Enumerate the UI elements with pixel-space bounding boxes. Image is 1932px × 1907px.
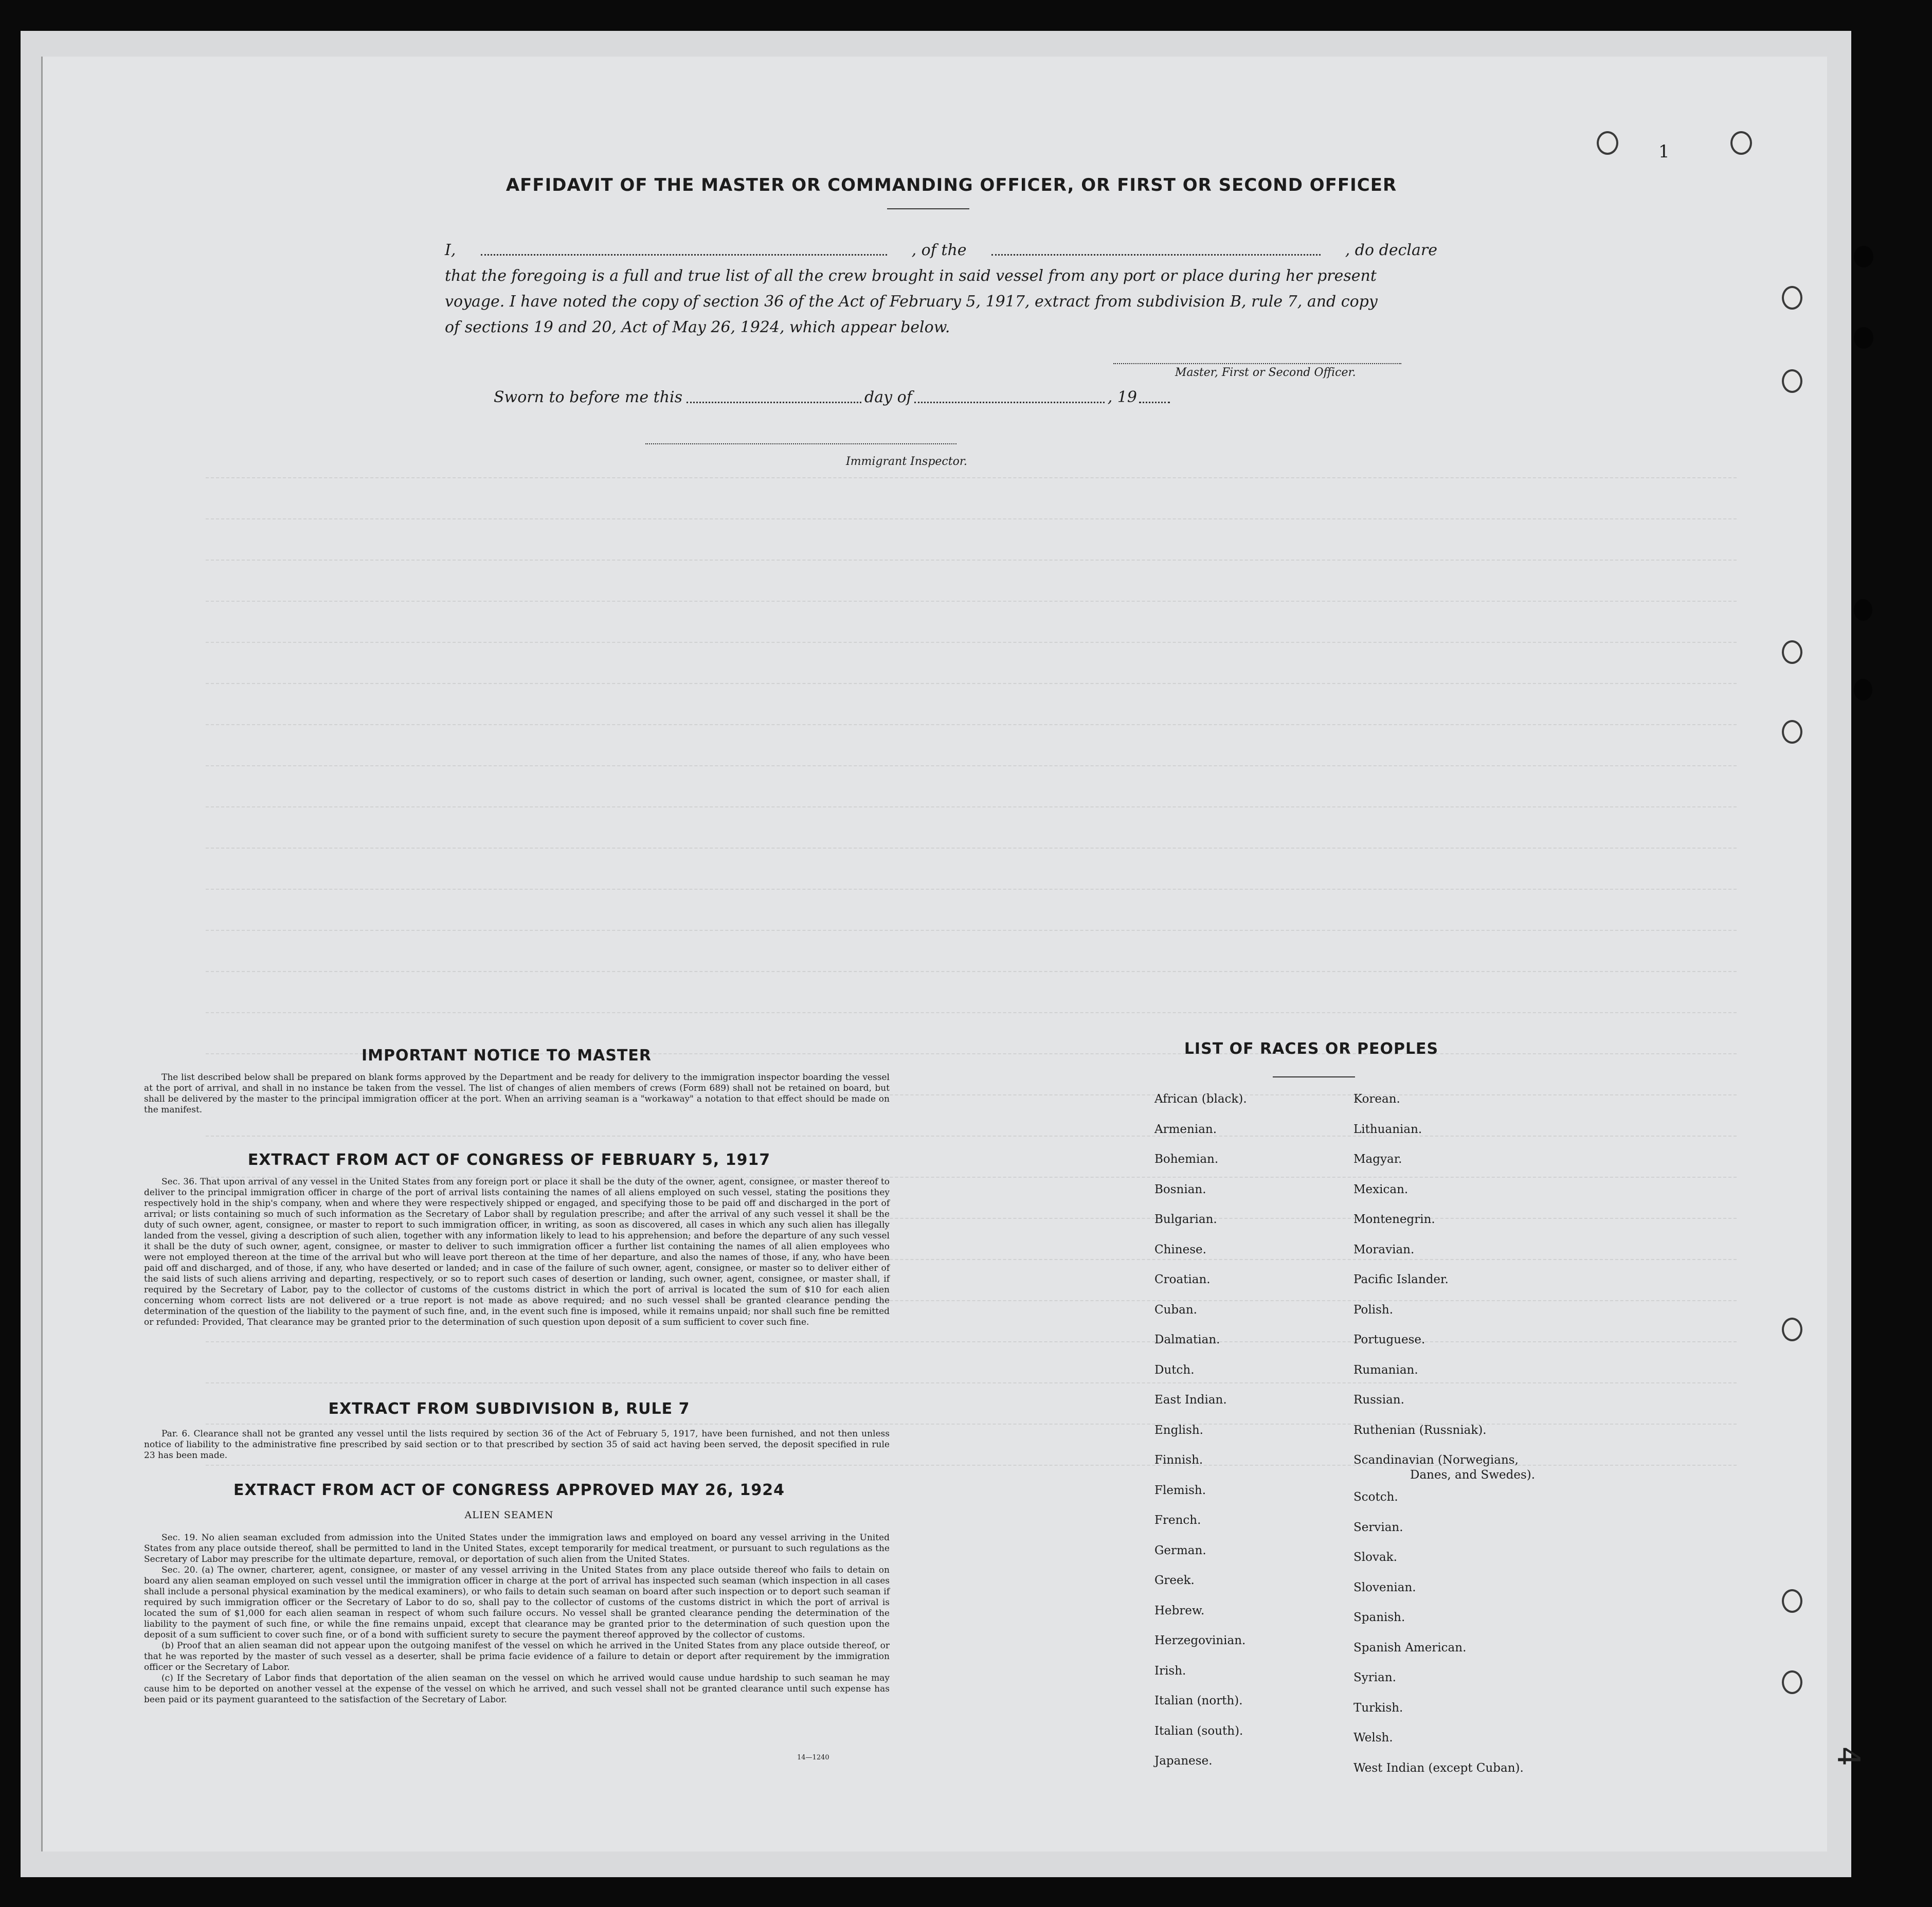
notice-body: The list described below shall be prepared on blank forms approved by the Department and be ready for delivery to the immigration inspector boarding the vessel at the port of arrival, and shall in no instance be taken from the vessel. The list of changes of alien members of crews (Form 689) shall not be retained on board, but shall be delivered by the master to the principal immigration officer at the port. When an arriving seaman is a "workaway" a notation to that effect should be made on the manifest. [144, 1072, 890, 1115]
extract-1917-heading: EXTRACT FROM ACT OF CONGRESS OF FEBRUARY 5, 1917 [247, 1151, 771, 1169]
day-of-label: day of [864, 388, 912, 406]
race-item: Finnish. [1154, 1453, 1203, 1467]
officer-caption: Master, First or Second Officer. [1175, 366, 1356, 379]
race-item: African (black). [1154, 1092, 1247, 1106]
race-item: Korean. [1353, 1092, 1400, 1106]
of-the-label: , of the [911, 241, 967, 259]
race-item: Montenegrin. [1353, 1213, 1435, 1226]
notice-heading: IMPORTANT NOTICE TO MASTER [362, 1047, 652, 1065]
race-item: Polish. [1353, 1303, 1394, 1317]
sec-19-paragraph: Sec. 19. No alien seaman excluded from admission into the United States under the immigration laws and employed on board any vessel arriving in the United States from any place outside thereof, shall be permitted to land in the United States, except temporarily for medical treatment, or pursuant to such regulations as the Secretary of Labor may prescribe for the ultimate departure, removal, or deportation of such alien from the United States. [144, 1533, 890, 1564]
race-item: Herzegovinian. [1154, 1634, 1246, 1647]
race-item: Turkish. [1353, 1701, 1403, 1715]
race-item: Russian. [1353, 1393, 1404, 1407]
race-item: Scandinavian (Norwegians, [1353, 1453, 1519, 1467]
race-item: West Indian (except Cuban). [1353, 1761, 1524, 1775]
punch-hole-icon [1854, 599, 1872, 621]
race-item: Chinese. [1154, 1243, 1206, 1256]
race-item: Croatian. [1154, 1273, 1211, 1286]
rule7-body: Par. 6. Clearance shall not be granted any vessel until the lists required by section 36 of the Act of February 5, 1917, have been furnished, and not then unless notice of liability to the administrative fine prescribed by said section or to that prescribed by section 35 of said act having been served, the deposit specified in rule 23 has been made. [144, 1429, 890, 1461]
race-item: Spanish American. [1353, 1641, 1467, 1654]
do-declare-label: , do declare [1345, 241, 1437, 259]
race-item: Bulgarian. [1154, 1213, 1217, 1226]
sec-20a-paragraph: Sec. 20. (a) The owner, charterer, agent, consignee, or master of any vessel arriving in the United States from any place outside thereof who fails to detain on board any alien seaman employed on such vessel until the immigration officer in charge at the port of arrival has inspected such seaman (which inspection in all cases shall include a personal physical examination by the medical examiners), or who fails to detain such seaman on board after such inspection or to deport such seaman if required by such immigration officer or the Secretary of Labor to do so, shall pay to the collector of customs of the customs district in which the port of arrival is located the sum of $1,000 for each alien seaman in respect of whom such failure occurs. No vessel shall be granted clearance pending the determination of the liability to the payment of such fine, or while the fine remains unpaid, except that clearance may be granted prior to the determination of such question upon the deposit of a sum sufficient to cover such fine, or of a bond with sufficient surety to secure the payment thereof approved by the collector of customs. [144, 1565, 890, 1640]
margin-mark-top: 1 [1658, 141, 1670, 162]
month-blank [914, 398, 1105, 403]
races-left-column [1154, 1084, 1247, 1776]
race-item: Syrian. [1353, 1671, 1396, 1684]
declaration-fill-row [445, 238, 1437, 263]
race-item: Rumanian. [1353, 1363, 1418, 1377]
race-item: Dutch. [1154, 1363, 1195, 1377]
affidavit-title: AFFIDAVIT OF THE MASTER OR COMMANDING OFFICER, OR FIRST OR SECOND OFFICER [505, 175, 1397, 195]
race-item: Moravian. [1353, 1243, 1415, 1256]
race-item: Bosnian. [1154, 1182, 1206, 1196]
year-blank [1139, 398, 1170, 403]
race-item: English. [1154, 1423, 1203, 1437]
race-item: Danes, and Swedes). [1410, 1468, 1536, 1482]
i-label: I, [445, 241, 456, 259]
officer-signature-line [1113, 363, 1401, 364]
declaration-line-2: voyage. I have noted the copy of section 36 of the Act of February 5, 1917, extract from subdivision B, rule 7, and copy [445, 293, 1378, 311]
race-item: Italian (south). [1154, 1724, 1243, 1738]
title-divider [887, 208, 969, 209]
race-item: Flemish. [1154, 1483, 1206, 1497]
race-item: Pacific Islander. [1353, 1273, 1449, 1286]
affidavit-declaration [445, 238, 1437, 340]
race-item: Japanese. [1154, 1754, 1213, 1768]
race-item: Scotch. [1353, 1490, 1398, 1504]
race-item: Italian (north). [1154, 1694, 1243, 1707]
race-item: French. [1154, 1514, 1201, 1527]
rule7-heading: EXTRACT FROM SUBDIVISION B, RULE 7 [328, 1400, 690, 1418]
declaration-line-1: that the foregoing is a full and true list of all the crew brought in said vessel from any port or place during her present [445, 267, 1377, 285]
race-item: Slovenian. [1353, 1580, 1416, 1594]
race-item: Greek. [1154, 1574, 1195, 1587]
race-item: Spanish. [1353, 1611, 1405, 1624]
name-blank [481, 250, 887, 256]
inspector-caption: Immigrant Inspector. [846, 455, 967, 468]
punch-hole-icon [1854, 327, 1873, 349]
race-item: Slovak. [1353, 1551, 1397, 1564]
race-item: Mexican. [1353, 1182, 1409, 1196]
race-item: Bohemian. [1154, 1153, 1219, 1166]
alien-seamen-subheading: ALIEN SEAMEN [464, 1509, 554, 1521]
form-number: 14—1240 [797, 1754, 829, 1761]
day-blank [687, 398, 861, 403]
declaration-line-3: of sections 19 and 20, Act of May 26, 1924, which appear below. [445, 318, 950, 336]
race-item: German. [1154, 1543, 1206, 1557]
races-right-column [1353, 1084, 1535, 1783]
races-heading: LIST OF RACES OR PEOPLES [1184, 1040, 1439, 1058]
punch-hole-icon [1854, 679, 1872, 700]
sec-20b-paragraph: (b) Proof that an alien seaman did not appear upon the outgoing manifest of the vessel on which he arrived in the United States from any place outside thereof, or that he was reported by the master of such vessel as a deserter, shall be prima facie evidence of a failure to detain or deport after requirement by the immigration officer or the Secretary of Labor. [144, 1641, 890, 1672]
race-item: Ruthenian (Russniak). [1353, 1423, 1487, 1437]
races-divider [1273, 1076, 1355, 1077]
sworn-label: Sworn to before me this [494, 388, 683, 406]
race-item: Hebrew. [1154, 1604, 1205, 1617]
race-item: East Indian. [1154, 1393, 1227, 1407]
race-item: Irish. [1154, 1664, 1186, 1678]
race-item: Dalmatian. [1154, 1333, 1220, 1346]
punch-hole-icon [1854, 246, 1873, 267]
extract-1917-body: Sec. 36. That upon arrival of any vessel in the United States from any foreign port or place it shall be the duty of the owner, agent, consignee, or master thereof to deliver to the principal immigration officer in charge of the port of arrival lists containing the names of all aliens employed on such vessel, stating the positions they respectively hold in the ship's company, when and where they were respectively shipped or engaged, and specifying those to be paid off and discharged in the port of arrival; or lists containing so much of such information as the Secretary of Labor shall by regulation prescribe; and after the arrival of any such vessel it shall be the duty of such owner, agent, consignee, or master to report to such immigration officer, in writing, as soon as discovered, all cases in which any such alien has illegally landed from the vessel, giving a description of such alien, together with any information likely to lead to his apprehension; and before the departure of any such vessel it shall be the duty of such owner, agent, consignee, or master to deliver to such immigration officer a further list containing the names of all alien employees who were not employed thereon at the time of the arrival but who will leave port thereon at the time of her departure, and also the names of those, if any, who have been paid off and discharged, and of those, if any, who have deserted or landed; and in case of the failure of such owner, agent, consignee, or master so to deliver either of the said lists of such aliens arriving and departing, respectively, or so to report such cases of desertion or landing, such owner, agent, consignee, or master shall, if required by the Secretary of Labor, pay to the collector of customs of the customs district in which the port of arrival is located the sum of $10 for each alien concerning whom correct lists are not delivered or a true report is not made as above required; and no such vessel shall be granted clearance pending the determination of the question of the liability to the payment of such fine, and, in the event such fine is imposed, while it remains unpaid; nor shall such fine be remitted or refunded: Provided, That clearance may be granted prior to the determination of such question upon deposit of a sum sufficient to cover such fine. [144, 1177, 890, 1327]
vessel-blank [991, 250, 1321, 256]
year-label: , 19 [1107, 388, 1137, 406]
sec-20c-paragraph: (c) If the Secretary of Labor finds that deportation of the alien seaman on the vessel on which he arrived would cause undue hardship to such seaman he may cause him to be deported on another vessel at the expense of the vessel on which he arrived, and such vessel shall not be granted clearance until such expense has been paid or its payment guaranteed to the satisfaction of the Secretary of Labor. [144, 1673, 890, 1705]
race-item: Armenian. [1154, 1122, 1217, 1136]
extract-1924-body [144, 1533, 890, 1705]
race-item: Portuguese. [1353, 1333, 1425, 1346]
extract-1924-heading: EXTRACT FROM ACT OF CONGRESS APPROVED MAY 26, 1924 [233, 1481, 785, 1499]
race-item: Magyar. [1353, 1153, 1402, 1166]
sworn-row [494, 388, 1193, 406]
margin-mark-edge: 4 [1830, 1746, 1867, 1767]
race-item: Cuban. [1154, 1303, 1197, 1317]
race-item: Welsh. [1353, 1731, 1393, 1744]
race-item: Lithuanian. [1353, 1122, 1422, 1136]
race-item: Servian. [1353, 1520, 1403, 1534]
inspector-signature-line [645, 443, 956, 444]
